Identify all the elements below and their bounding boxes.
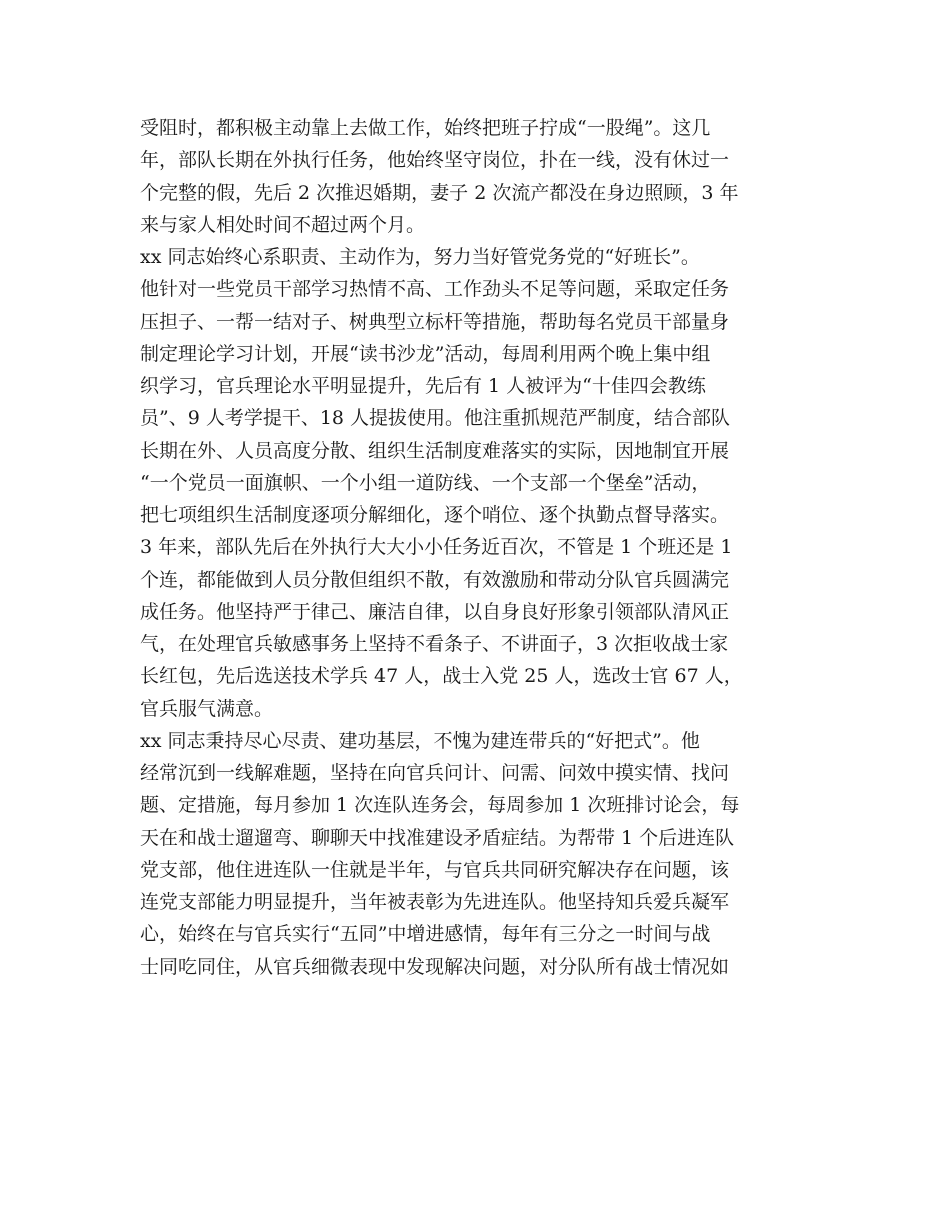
text-line-25: 连党支部能力明显提升，当年被表彰为先进连队。他坚持知兵爱兵凝军 [140,891,730,913]
text-line-24: 党支部，他住进连队一住就是半年，与官兵共同研究解决存在问题，该 [140,858,730,881]
text-line-14: 3 年来，部队先后在外执行大大小小任务近百次，不管是 1 个班还是 1 [140,536,733,559]
text-line-26: 心，始终在与官兵实行“五同”中增进感情，每年有三分之一时间与战 [140,923,711,946]
text-line-17: 气，在处理官兵敏感事务上坚持不看条子、不讲面子，3 次拒收战士家 [140,633,729,655]
text-line-27: 士同吃同住，从官兵细微表现中发现解决问题，对分队所有战士情况如 [140,955,730,978]
text-line-18: 长红包，先后选送技术学兵 47 人，战士入党 25 人，选改士官 67 人， [140,665,743,688]
text-line-22: 题、定措施，每月参加 1 次连队连务会，每周参加 1 次班排讨论会，每 [140,794,740,817]
text-line-23: 天在和战士遛遛弯、聊聊天中找准建设矛盾症结。为帮带 1 个后进连队 [140,826,735,849]
body-text [140,112,830,983]
text-line-11: 长期在外、人员高度分散、组织生活制度难落实的实际，因地制宜开展 [140,439,730,462]
text-line-6: 他针对一些党员干部学习热情不高、工作劲头不足等问题，采取定任务 [140,278,730,301]
text-line-21: 经常沉到一线解难题，坚持在向官兵问计、问需、问效中摸实情、找问 [140,762,730,784]
text-line-10: 员”、9 人考学提干、18 人提拔使用。他注重抓规范严制度，结合部队 [140,407,731,430]
text-line-15: 个连，都能做到人员分散但组织不散，有效激励和带动分队官兵圆满完 [140,568,730,591]
text-line-20: xx 同志秉持尽心尽责、建功基层，不愧为建连带兵的“好把式”。他 [140,729,700,752]
text-line-19: 官兵服气满意。 [140,697,274,720]
text-line-5: xx 同志始终心系职责、主动作为，努力当好管党务党的“好班长”。 [140,246,700,268]
text-line-13: 把七项组织生活制度逐项分解细化，逐个哨位、逐个执勤点督导落实。 [140,504,730,526]
text-line-4: 来与家人相处时间不超过两个月。 [140,213,426,236]
text-line-16: 成任务。他坚持严于律己、廉洁自律，以自身良好形象引领部队清风正 [140,600,730,623]
text-line-8: 制定理论学习计划，开展“读书沙龙”活动，每周利用两个晚上集中组 [140,342,711,365]
text-line-1: 受阻时，都积极主动靠上去做工作，始终把班子拧成“一股绳”。这几 [140,117,711,139]
text-line-12: “一个党员一面旗帜、一个小组一道防线、一个支部一个堡垒”活动， [140,471,711,494]
text-line-3: 个完整的假，先后 2 次推迟婚期，妻子 2 次流产都没在身边照顾，3 年 [140,181,739,204]
text-line-7: 压担子、一帮一结对子、树典型立标杆等措施，帮助每名党员干部量身 [140,310,730,333]
text-line-9: 织学习，官兵理论水平明显提升，先后有 1 人被评为“十佳四会教练 [140,375,706,397]
text-line-2: 年，部队长期在外执行任务，他始终坚守岗位，扑在一线，没有休过一 [140,149,730,172]
